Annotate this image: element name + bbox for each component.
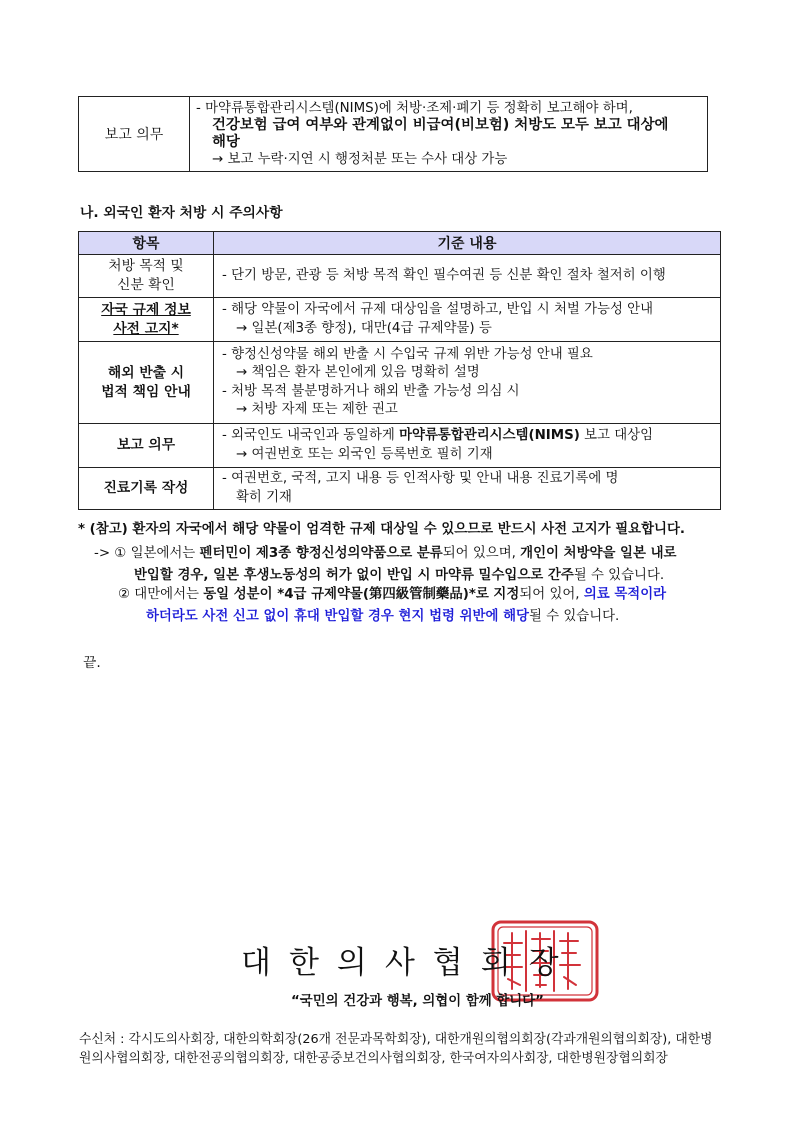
row-label-line: 사전 고지*: [113, 320, 179, 337]
row-label: [79, 468, 214, 510]
text-segment: - 외국인도 내국인과 동일하게: [222, 428, 400, 443]
note-taiwan-line2: [146, 605, 619, 624]
row-label-line: 진료기록 작성: [103, 480, 189, 496]
text-segment: -> ① 일본에서는: [94, 546, 200, 561]
row-content: [214, 298, 721, 342]
note-reference: * (참고) 환자의 자국에서 해당 약물이 엄격한 규제 대상일 수 있으므로 반드시 사전 고지가 필요합니다.: [78, 522, 686, 537]
text-segment: ② 대만에서는: [118, 587, 204, 602]
table-header-row: [79, 232, 721, 255]
row-label: [79, 342, 214, 424]
note-japan-line1: [94, 542, 724, 561]
row-content: [214, 255, 721, 298]
row-content-line: - 단기 방문, 관광 등 처방 목적 확인 필수여권 등 신분 확인 절차 철저히 이행: [222, 267, 666, 283]
report-duty-line3: 해당: [212, 134, 240, 150]
row-content-line: 확히 기재: [236, 489, 292, 505]
report-duty-table: [78, 96, 708, 172]
text-segment-bold: 개인이 처방약을 일본 내로: [520, 546, 677, 561]
row-label-line: 신분 확인: [117, 277, 175, 293]
header-item: 항목: [79, 232, 214, 255]
text-segment-bold: 반입할 경우, 일본 후생노동성의 허가 없이 반입 시 마약류 밀수입으로 간주: [134, 568, 574, 583]
text-segment: 될 수 있습니다.: [528, 609, 620, 624]
note-japan-line2: [134, 564, 664, 583]
row-content-line: - 향정신성약물 해외 반출 시 수입국 규제 위반 가능성 안내 필요: [222, 346, 593, 362]
row-content-line: → 일본(제3종 향정), 대만(4급 규제약물) 등: [236, 320, 492, 336]
report-duty-line4: → 보고 누락·지연 시 행정처분 또는 수사 대상 가능: [212, 152, 508, 167]
report-duty-line1: - 마약류통합관리시스템(NIMS)에 처방·조제·폐기 등 정확히 보고해야 하며,: [196, 101, 633, 116]
signature-title: 대한의사협회장: [241, 945, 577, 981]
row-content-line: [222, 427, 712, 446]
row-content-line: - 여권번호, 국적, 고지 내용 등 인적사항 및 안내 내용 진료기록에 명: [222, 471, 619, 486]
text-segment-bold: 펜터민이 제3종 향정신성의약품으로 분류: [199, 546, 443, 561]
row-label-line: 법적 책임 안내: [101, 383, 191, 400]
row-content-line: → 처방 자제 또는 제한 권고: [236, 402, 398, 417]
text-segment-blue: 하더라도 사전 신고 없이 휴대 반입할 경우 현지 법령 위반에 해당: [146, 609, 529, 624]
table-row: [79, 342, 721, 424]
note-taiwan-line1: [118, 583, 666, 602]
row-label-line: 보고 의무: [116, 437, 176, 453]
text-segment: 보고 대상임: [579, 428, 654, 443]
row-content: [214, 468, 721, 510]
text-segment: 되어 있으며,: [442, 546, 521, 561]
row-label: [79, 298, 214, 342]
row-label-line: 해외 반출 시: [107, 364, 185, 381]
text-segment: 될 수 있습니다.: [573, 568, 665, 583]
text-segment-bold: 동일 성분이 *4급 규제약물(第四級管制藥品)*로 지정: [203, 587, 520, 602]
row-content: [214, 342, 721, 424]
text-segment: 되어 있어,: [519, 587, 584, 602]
report-duty-line2: 건강보험 급여 여부와 관계없이 비급여(비보험) 처방도 모두 보고 대상에: [212, 117, 669, 133]
row-content: [214, 424, 721, 468]
table-row: [79, 255, 721, 298]
row-label-line: 자국 규제 정보: [101, 301, 191, 318]
report-duty-content: [190, 97, 708, 172]
row-label: [79, 255, 214, 298]
table-row: [79, 468, 721, 510]
slogan: “국민의 건강과 행복, 의협이 함께 합니다”: [291, 994, 544, 1009]
row-content-line: → 여권번호 또는 외국인 등록번호 필히 기재: [236, 446, 493, 462]
header-content: 기준 내용: [214, 232, 721, 255]
table-row: [79, 298, 721, 342]
row-label-line: 처방 목적 및: [108, 258, 184, 274]
foreign-patient-table: [78, 231, 721, 510]
row-label: [79, 424, 214, 468]
table-row: [79, 424, 721, 468]
row-content-line: → 책임은 환자 본인에게 있음 명확히 설명: [236, 365, 480, 380]
end-mark: 끝.: [83, 655, 101, 671]
recipients: 수신처 : 각시도의사회장, 대한의학회장(26개 전문과목학회장), 대한개원의협의회장(각과개원의협의회장), 대한병원의사협의회장, 대한전공의협의회장, 대한공중보건의사협의회장, 한국여자의사회장, 대한병원장협의회장: [79, 1032, 713, 1066]
text-segment-bold: 마약류통합관리시스템(NIMS): [399, 428, 580, 443]
row-content-line: - 해당 약물이 자국에서 규제 대상임을 설명하고, 반입 시 처벌 가능성 안내: [222, 302, 654, 317]
text-segment-blue: 의료 목적이라: [583, 587, 667, 602]
row-content-line: - 처방 목적 불분명하거나 해외 반출 가능성 의심 시: [222, 383, 520, 399]
section-heading: 나. 외국인 환자 처방 시 주의사항: [80, 205, 283, 221]
report-duty-label: 보고 의무: [79, 97, 190, 172]
